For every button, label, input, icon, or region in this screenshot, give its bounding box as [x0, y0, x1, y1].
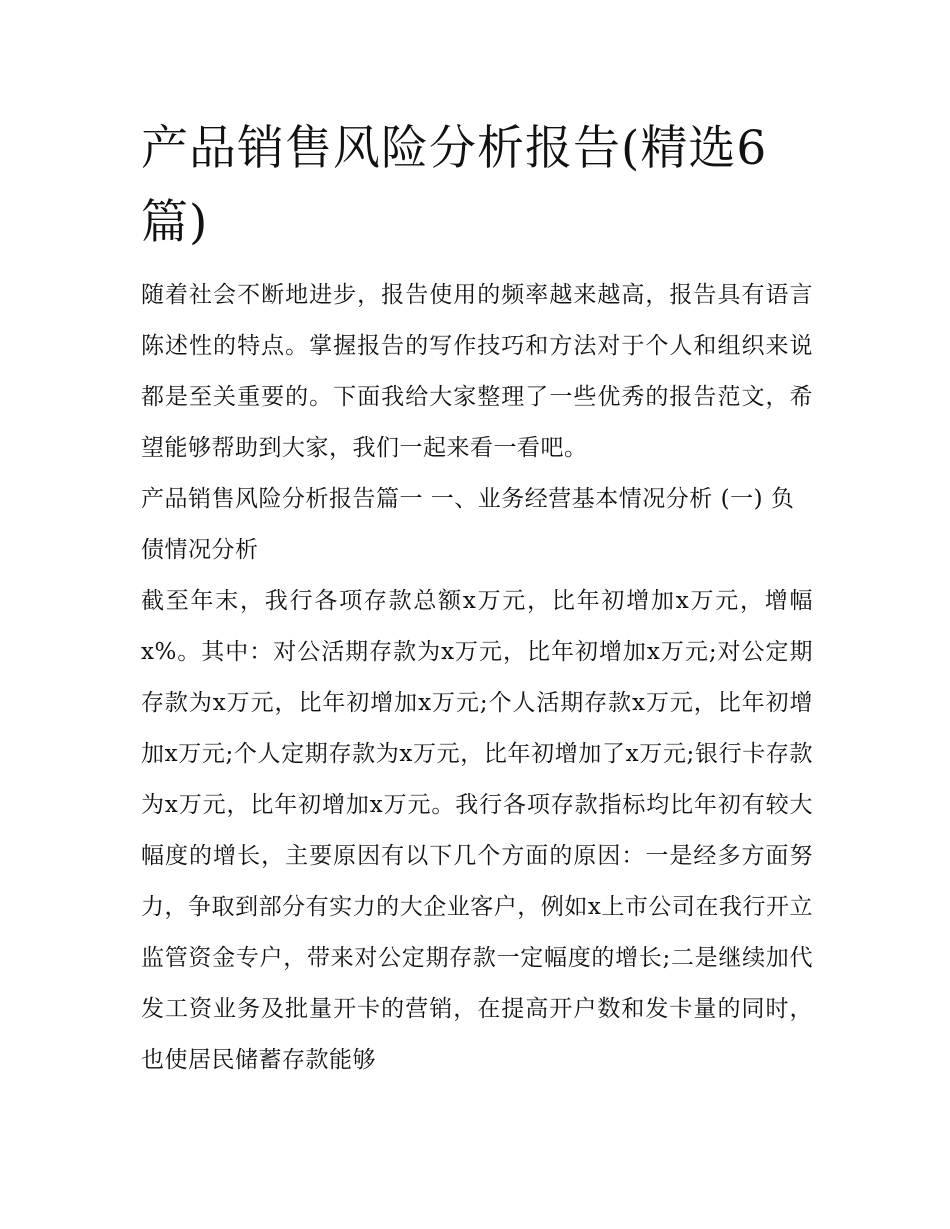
intro-paragraph: 随着社会不断地进步，报告使用的频率越来越高，报告具有语言陈述性的特点。掌握报告的写作技巧和方法对于个人和组织来说都是至关重要的。下面我给大家整理了一些优秀的报告范文，希望能够帮助到大家，我们一起来看一看吧。: [141, 282, 813, 461]
deposit-analysis-paragraph: 截至年末，我行各项存款总额x万元，比年初增加x万元，增幅x%。其中：对公活期存款为x万元，比年初增加x万元;对公定期存款为x万元，比年初增加x万元;个人活期存款x万元，比年初增加x万元;个人定期存款为x万元，比年初增加了x万元;银行卡存款为x万元，比年初增加x万元。我行各项存款指标均比年初有较大幅度的增长，主要原因有以下几个方面的原因：一是经多方面努力，争取到部分有实力的大企业客户，例如x上市公司在我行开立监管资金专户，带来对公定期存款一定幅度的增长;二是继续加代发工资业务及批量开卡的营销，在提高开户数和发卡量的同时，也使居民储蓄存款能够: [141, 588, 813, 1073]
document-content: [141, 112, 813, 1086]
section-heading-paragraph: 产品销售风险分析报告篇一 一、业务经营基本情况分析 (一) 负债情况分析: [141, 486, 795, 563]
document-title: 产品销售风险分析报告(精选6篇): [141, 121, 768, 250]
